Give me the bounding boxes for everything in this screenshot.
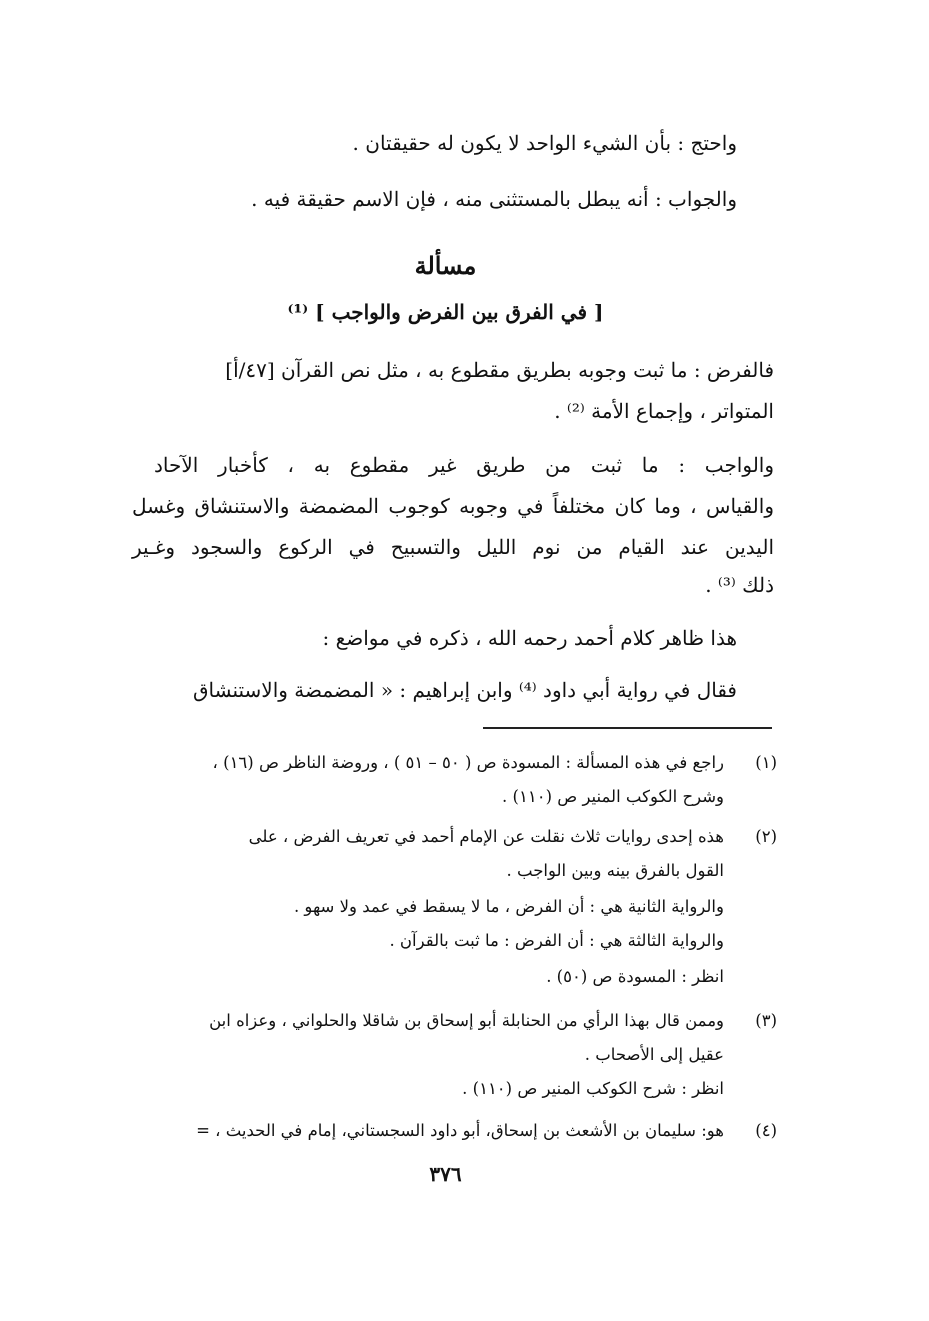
footnote-line: القول بالفرق بينه وبين الواجب . xyxy=(506,861,724,880)
footnote-line: هذه إحدى روايات ثلاث نقلت عن الإمام أحمد في تعريف الفرض ، على xyxy=(248,827,724,846)
text-line: المتواتر ، وإجماع الأمة ⁽²⁾ . xyxy=(554,399,774,423)
footnote-line: وممن قال بهذا الرأي من الحنابلة أبو إسحاق بن شاقلا والحلواني ، وعزاه ابن xyxy=(209,1011,724,1030)
section-heading: مسألة xyxy=(414,251,477,280)
footnote-line: والرواية الثانية هي : أن الفرض ، ما لا يسقط في عمد ولا سهو . xyxy=(293,897,724,916)
text-line: اليدين عند القيام من نوم الليل والتسبيح في الركوع والسجود وغـير xyxy=(132,535,774,559)
footnote-number: (٣) xyxy=(755,1011,777,1030)
section-subheading: [ في الفرق بين الفرض والواجب ] ⁽¹⁾ xyxy=(287,300,604,324)
footnote-number: (٢) xyxy=(755,827,777,846)
text-line: والواجب : ما ثبت من طريق غير مقطوع به ، كأخبار الآحاد xyxy=(154,453,774,477)
text-line: هذا ظاهر كلام أحمد رحمه الله ، ذكره في مواضع : xyxy=(322,626,737,650)
footnote-line: والرواية الثالثة هي : أن الفرض : ما ثبت بالقرآن . xyxy=(389,931,724,950)
text-line: واحتج : بأن الشيء الواحد لا يكون له حقيقتان . xyxy=(352,131,737,155)
footnote-line: انظر : شرح الكوكب المنير ص (١١٠) . xyxy=(462,1079,724,1098)
footnote-line: هو: سليمان بن الأشعث بن إسحاق، أبو داود السجستاني، إمام في الحديث ، = xyxy=(196,1121,724,1140)
footnote-line: عقيل إلى الأصحاب . xyxy=(584,1045,724,1064)
footnote-number: (١) xyxy=(755,753,777,772)
footnote-separator xyxy=(483,727,772,729)
footnote-number: (٤) xyxy=(755,1121,777,1140)
footnote-line: وشرح الكوكب المنير ص (١١٠) . xyxy=(502,787,724,806)
text-line: والقياس ، وما كان مختلفاً في وجوبه كوجوب المضمضة والاستنشاق وغسل xyxy=(132,494,774,518)
text-line: فقال في رواية أبي داود ⁽⁴⁾ وابن إبراهيم : « المضمضة والاستنشاق xyxy=(193,678,737,702)
text-line: ذلك ⁽³⁾ . xyxy=(705,573,774,597)
text-line: فالفرض : ما ثبت وجوبه بطريق مقطوع به ، مثل نص القرآن [٤٧/أ] xyxy=(225,358,774,382)
page-number: ٣٧٦ xyxy=(429,1162,462,1186)
text-line: والجواب : أنه يبطل بالمستثنى منه ، فإن الاسم حقيقة فيه . xyxy=(251,187,737,211)
footnote-line: انظر : المسودة ص (٥٠) . xyxy=(546,967,724,986)
footnote-line: راجع في هذه المسألة : المسودة ص ( ٥٠ – ٥١ ) ، وروضة الناظر ص (١٦) ، xyxy=(212,753,724,772)
